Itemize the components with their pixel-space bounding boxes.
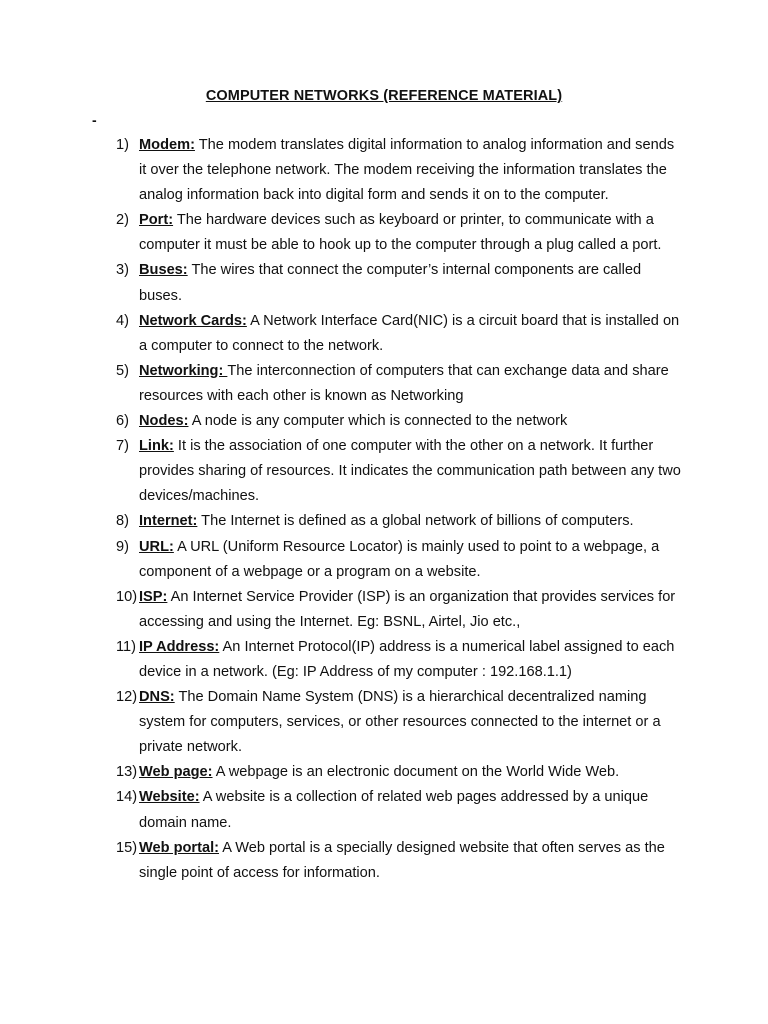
item-description: An Internet Service Provider (ISP) is an organization that provides services for accessing and using the Internet. Eg: BSNL, Airtel, Jio etc., [139,588,676,630]
item-term: Internet: [139,513,198,530]
item-number: 13) [116,764,138,781]
item-term: ISP: [139,588,168,605]
item-number: 14) [116,789,138,806]
list-item [0,133,768,208]
item-description: The Domain Name System (DNS) is a hierarchical decentralized naming system for computers, services, or other resources connected to the internet or a private network. [139,689,661,756]
item-description: A node is any computer which is connected to the network [188,413,568,430]
item-description: The modem translates digital information to analog information and sends it over the telephone network. The modem receiving the information translates the analog information back into digital form and sends it on to the computer. [139,137,675,204]
item-term: Nodes: [139,413,189,430]
item-description: The interconnection of computers that can exchange data and share resources with each other is known as Networking [139,362,669,404]
item-description: A website is a collection of related web pages addressed by a unique domain name. [139,789,649,831]
item-number: 7) [116,438,129,455]
list-item [0,585,768,635]
item-number: 6) [116,413,129,430]
item-description: It is the association of one computer with the other on a network. It further provides sharing of resources. It indicates the communication path between any two devices/machines. [139,438,681,505]
item-term: Networking: [139,362,228,379]
document-title: COMPUTER NETWORKS (REFERENCE MATERIAL) [205,88,563,104]
item-term: Website: [139,789,200,806]
stray-mark: - [92,112,97,128]
item-description: The Internet is defined as a global network of billions of computers. [197,513,634,530]
item-term: Web portal: [139,839,219,856]
list-item [0,836,768,886]
item-term: Buses: [139,262,188,279]
item-number: 10) [116,588,138,605]
item-term: Modem: [139,137,195,153]
list-item [0,685,768,760]
item-number: 12) [116,689,138,706]
item-description: A Network Interface Card(NIC) is a circuit board that is installed on a computer to connect to the network. [139,312,680,354]
item-term: IP Address: [139,638,220,655]
list-item [0,208,768,258]
list-item [0,359,768,409]
item-description: An Internet Protocol(IP) address is a numerical label assigned to each device in a network. (Eg: IP Address of my computer : 192.168.1.1) [139,638,675,680]
item-number: 3) [116,262,129,279]
item-number: 9) [116,538,129,555]
list-item [0,509,768,534]
item-number: 1) [116,137,129,153]
item-term: URL: [139,538,174,555]
item-term: Port: [139,212,174,229]
list-item [0,409,768,434]
item-number: 4) [116,312,129,329]
list-item [0,434,768,509]
list-item [0,309,768,359]
item-number: 8) [116,513,129,530]
list-item [0,785,768,835]
item-description: A Web portal is a specially designed website that often serves as the single point of access for information. [139,839,665,881]
item-description: The hardware devices such as keyboard or printer, to communicate with a computer it must be able to hook up to the computer through a plug called a port. [139,212,662,254]
item-term: Web page: [139,764,213,781]
item-description: The wires that connect the computer’s internal components are called buses. [139,262,642,304]
item-description: A webpage is an electronic document on the World Wide Web. [212,764,620,781]
definition-list [0,133,768,886]
item-number: 2) [116,212,129,229]
item-term: Network Cards: [139,312,247,329]
list-item [0,258,768,308]
item-number: 5) [116,362,129,379]
item-description: A URL (Uniform Resource Locator) is mainly used to point to a webpage, a component of a webpage or a program on a website. [139,538,660,580]
item-number: 11) [116,638,137,655]
list-item [0,760,768,785]
list-item [0,535,768,585]
item-term: DNS: [139,689,175,706]
item-term: Link: [139,438,174,455]
item-number: 15) [116,839,138,856]
list-item [0,635,768,685]
